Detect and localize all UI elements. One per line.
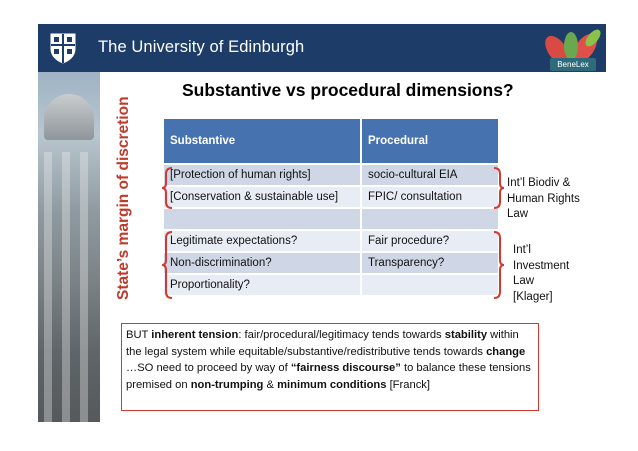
university-crest-icon <box>48 31 78 65</box>
university-name: The University of Edinburgh <box>98 38 305 56</box>
table-cell <box>361 208 499 230</box>
upper-brace-label: Int’l Biodiv & Human Rights Law <box>507 177 580 220</box>
table-cell: Fair procedure? <box>361 230 499 252</box>
right-upper-brace-icon <box>492 166 506 210</box>
benelex-logo-text: BeneLex <box>550 58 596 71</box>
table-cell: FPIC/ consultation <box>361 186 499 208</box>
table-row <box>164 164 499 186</box>
margin-of-discretion-label: State’s margin of discretion <box>115 96 132 300</box>
table-cell <box>164 208 361 230</box>
header-substantive: Substantive <box>164 119 361 164</box>
dimensions-table <box>164 119 500 295</box>
header-procedural: Procedural <box>361 119 499 164</box>
right-lower-brace-icon <box>492 230 506 300</box>
tension-note-box: BUT inherent tension: fair/procedural/legitimacy tends towards stability within the legal system while equitable/substantive/redistributive tends towards change …SO need to proceed by way of “fairness discourse” to balance these tensions premised on non-trumping & minimum conditions [Franck] <box>121 323 539 411</box>
university-header <box>38 24 606 72</box>
table-cell: Transparency? <box>361 252 499 274</box>
table-cell <box>361 274 499 295</box>
table-header-row <box>164 119 499 164</box>
table-cell: Non-discrimination? <box>164 252 361 274</box>
table-row <box>164 274 499 295</box>
slide-title: Substantive vs procedural dimensions? <box>182 80 514 100</box>
left-lower-brace-icon <box>160 230 174 300</box>
table-row <box>164 230 499 252</box>
table-cell: Legitimate expectations? <box>164 230 361 252</box>
lower-brace-label: Int’l Investment Law [Klager] <box>513 244 570 303</box>
table-cell: Proportionality? <box>164 274 361 295</box>
table-cell: [Conservation & sustainable use] <box>164 186 361 208</box>
table-row <box>164 186 499 208</box>
table-row <box>164 252 499 274</box>
table-cell: [Protection of human rights] <box>164 164 361 186</box>
building-photo <box>38 72 100 422</box>
left-upper-brace-icon <box>160 166 174 210</box>
table-row <box>164 208 499 230</box>
table-cell: socio-cultural EIA <box>361 164 499 186</box>
